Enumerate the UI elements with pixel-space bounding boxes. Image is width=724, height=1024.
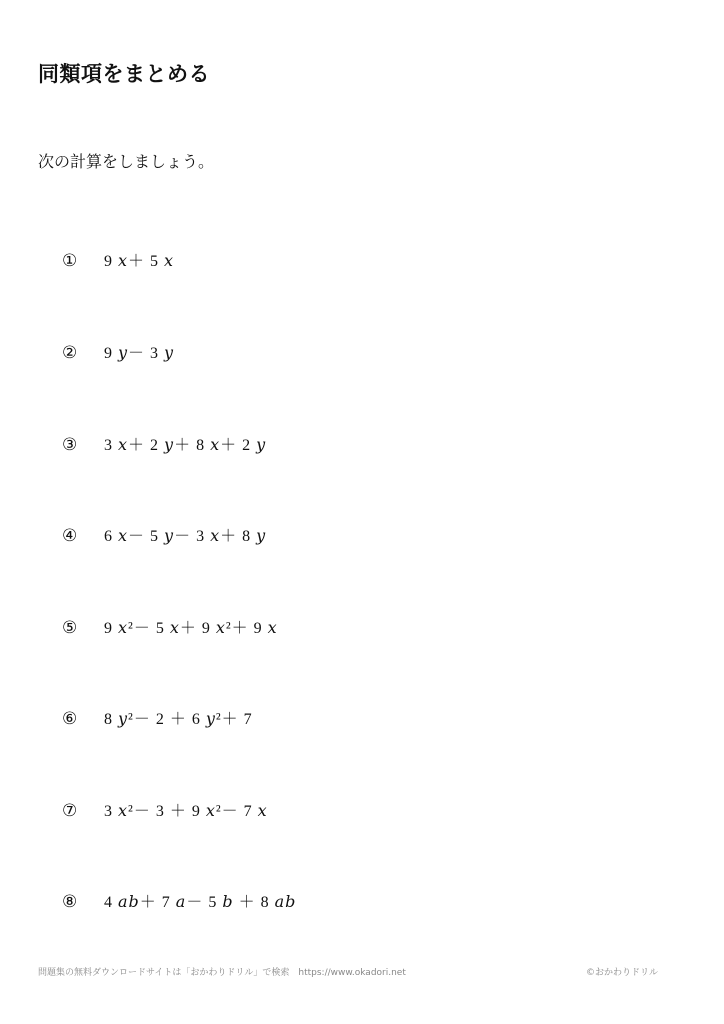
instruction-text: 次の計算をしましょう。: [38, 152, 215, 171]
problem-expression: 9 𝑥＋ 5 𝑥: [104, 253, 175, 270]
problem-6: [62, 706, 253, 732]
problem-3: [62, 432, 266, 458]
problem-expression: 3 𝑥＋ 2 𝑦＋ 8 𝑥＋ 2 𝑦: [104, 437, 267, 454]
problem-number: ⑧: [62, 892, 78, 912]
problem-number: ①: [62, 251, 78, 271]
problem-5: [62, 615, 278, 641]
problem-number: ③: [62, 435, 78, 455]
problem-number: ⑦: [62, 801, 78, 821]
problem-expression: 6 𝑥－ 5 𝑦－ 3 𝑥＋ 8 𝑦: [104, 528, 267, 545]
problem-8: [62, 889, 296, 915]
problem-number: ②: [62, 343, 78, 363]
problem-number: ④: [62, 526, 78, 546]
problem-expression: 9 𝑥²－ 5 𝑥＋ 9 𝑥²＋ 9 𝑥: [104, 620, 278, 637]
problem-expression: 4 𝑎𝑏＋ 7 𝑎－ 5 𝑏 ＋ 8 𝑎𝑏: [104, 894, 297, 911]
footer-copyright: ©おかわりドリル: [585, 968, 658, 978]
problem-2: [62, 340, 174, 366]
problem-number: ⑥: [62, 709, 78, 729]
problem-7: [62, 798, 268, 824]
problem-expression: 9 𝑦－ 3 𝑦: [104, 345, 175, 362]
problem-expression: 8 𝑦²－ 2 ＋ 6 𝑦²＋ 7: [104, 711, 253, 728]
problem-expression: 3 𝑥²－ 3 ＋ 9 𝑥²－ 7 𝑥: [104, 803, 268, 820]
footer-site-text: 問題集の無料ダウンロードサイトは「おかわりドリル」で検索 https://www.okadori.net: [38, 968, 406, 978]
problem-1: [62, 248, 174, 274]
page-title: 同類項をまとめる: [38, 62, 210, 86]
problem-4: [62, 523, 266, 549]
problem-number: ⑤: [62, 618, 78, 638]
